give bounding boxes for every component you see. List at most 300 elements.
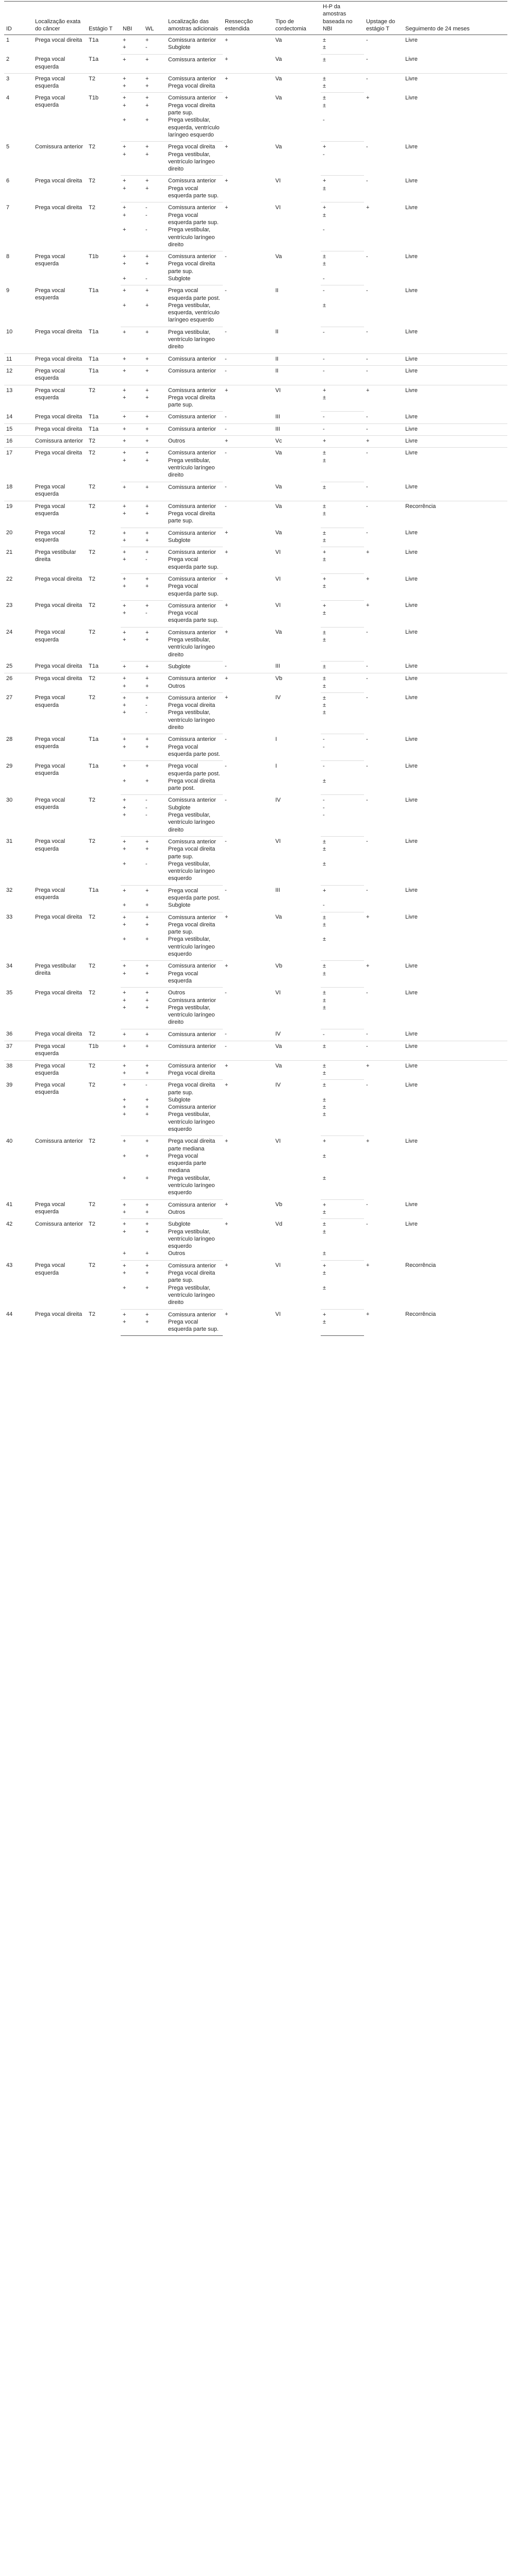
extended-resection: + (225, 177, 228, 184)
sample-location: Comissura anterior (168, 1311, 216, 1318)
sample-location: Comissura anterior (168, 387, 216, 394)
wl-value: + (143, 394, 166, 412)
t-stage: T2 (87, 1029, 121, 1041)
nbi-value: + (121, 44, 143, 54)
header-hp-nbi: H-P da amostras baseada no NBI (321, 2, 364, 35)
nbi-value: + (123, 1201, 126, 1208)
extended-resection: + (225, 37, 228, 44)
wl-value: + (143, 365, 166, 385)
extended-resection: - (225, 736, 227, 742)
wl-value: + (143, 1175, 166, 1199)
followup-status: Livre (403, 1029, 507, 1041)
hp-result: - (323, 287, 325, 294)
extended-resection: - (223, 365, 273, 385)
hp-result: ± (323, 1096, 326, 1103)
wl-value: - (143, 811, 166, 836)
sample-location: Comissura anterior (166, 54, 223, 73)
cordectomy-type: Va (275, 143, 282, 150)
wl-value: + (145, 1228, 149, 1235)
upstage-value: - (364, 54, 403, 73)
case-id: 9 (6, 287, 10, 294)
t-stage: T1a (89, 887, 98, 894)
hp-result: ± (321, 482, 364, 501)
nbi-value: + (121, 1284, 143, 1309)
wl-value: + (143, 1029, 166, 1041)
upstage-value: + (366, 1262, 370, 1269)
extended-resection: + (225, 694, 228, 701)
wl-value: + (145, 1201, 149, 1208)
nbi-value: + (121, 1070, 143, 1080)
cordectomy-type: II (273, 353, 321, 365)
wl-value: + (145, 1062, 149, 1069)
case-id: 18 (4, 482, 33, 501)
sample-location: Comissura anterior (168, 37, 216, 44)
hp-result: + (323, 1311, 326, 1318)
upstage-value: - (364, 482, 403, 501)
wl-value: + (143, 777, 166, 795)
upstage-value: - (366, 629, 368, 636)
extended-resection: + (225, 1201, 228, 1208)
hp-result: ± (323, 253, 326, 260)
nbi-value: + (123, 178, 126, 184)
nbi-value: + (123, 694, 126, 701)
followup-status: Livre (405, 989, 418, 996)
t-stage: T2 (89, 694, 95, 701)
sample-location: Prega vocal esquerda parte sup. (168, 212, 219, 226)
hp-result: - (321, 902, 364, 912)
followup-status: Livre (405, 530, 418, 536)
hp-result: ± (321, 556, 364, 573)
hp-result: ± (321, 970, 364, 988)
followup-status: Livre (405, 177, 418, 184)
sample-location: Prega vestibular, ventrículo laríngeo direito (166, 151, 223, 176)
wl-value: + (145, 75, 149, 82)
wl-value: + (145, 736, 149, 743)
hp-result: + (323, 549, 326, 556)
nbi-value: + (123, 253, 126, 260)
nbi-value: + (121, 302, 143, 327)
t-stage: T2 (89, 1081, 95, 1088)
cancer-location: Prega vocal direita (33, 353, 87, 365)
extended-resection: - (225, 796, 227, 803)
hp-result: - (321, 353, 364, 365)
nbi-value: + (123, 95, 126, 101)
wl-value: + (145, 576, 149, 582)
hp-result: ± (321, 636, 364, 661)
upstage-value: + (366, 1311, 370, 1318)
sample-location: Prega vestibular, ventrículo laríngeo esquerdo (166, 860, 223, 885)
nbi-value: + (123, 914, 126, 921)
hp-result: ± (321, 1111, 364, 1136)
table-row (4, 1309, 507, 1318)
extended-resection: + (225, 629, 228, 636)
hp-result: + (323, 1262, 326, 1269)
cordectomy-type: Va (273, 54, 321, 73)
sample-location: Comissura anterior (168, 530, 216, 536)
nbi-value: + (121, 970, 143, 988)
hp-result: ± (323, 1153, 326, 1159)
upstage-value: + (366, 575, 370, 582)
extended-resection: + (225, 1221, 228, 1227)
wl-value: + (143, 583, 166, 600)
table-row (4, 692, 507, 702)
nbi-value: + (121, 683, 143, 693)
upstage-value: - (366, 143, 368, 150)
cancer-location: Prega vocal esquerda (35, 253, 65, 267)
table-row (4, 501, 507, 510)
hp-result: ± (323, 37, 326, 44)
upstage-value: - (366, 530, 368, 536)
sample-location: Prega vestibular, ventrículo laríngeo direito (166, 1004, 223, 1029)
hp-result: - (321, 327, 364, 353)
upstage-value: - (366, 694, 368, 701)
t-stage: T2 (89, 1062, 95, 1069)
case-id: 21 (6, 549, 13, 555)
sample-location: Subglote (166, 902, 223, 912)
case-id: 19 (6, 503, 13, 510)
case-id: 23 (6, 602, 13, 609)
sample-location: Prega vocal direita parte mediana (168, 1138, 216, 1152)
sample-location: Prega vocal esquerda parte mediana (168, 1153, 206, 1174)
nbi-value: + (123, 1096, 126, 1103)
sample-location: Comissura anterior (168, 838, 216, 845)
wl-value: + (145, 1096, 149, 1103)
cordectomy-type: VI (275, 602, 281, 609)
table-row (4, 988, 507, 997)
sample-location: Comissura anterior (166, 423, 223, 435)
table-header (4, 2, 507, 35)
hp-result: - (321, 423, 364, 435)
cordectomy-type: Vb (275, 1201, 283, 1208)
sample-location: Prega vocal direita parte sup. (168, 921, 216, 936)
cordectomy-type: Vd (275, 1221, 283, 1227)
extended-resection: - (223, 482, 273, 501)
nbi-value: + (121, 1041, 143, 1061)
wl-value: + (143, 436, 166, 448)
cancer-location: Prega vocal direita (33, 412, 87, 423)
cordectomy-type: VI (275, 549, 281, 555)
cancer-location: Prega vocal direita (33, 661, 87, 673)
extended-resection: - (225, 838, 227, 845)
hp-result: + (323, 602, 326, 609)
sample-location: Prega vocal direita parte sup. (166, 394, 223, 412)
wl-value: + (145, 887, 149, 894)
case-id: 37 (4, 1041, 33, 1061)
followup-status: Recorrência (405, 1311, 436, 1318)
wl-value: + (143, 1070, 166, 1080)
cordectomy-type: IV (275, 796, 281, 803)
header-id: ID (4, 2, 33, 35)
cordectomy-type: VI (275, 387, 281, 394)
sample-location: Prega vocal esquerda parte sup. (166, 583, 223, 600)
sample-location: Comissura anterior (168, 450, 216, 456)
nbi-value: + (121, 709, 143, 734)
t-stage: T2 (89, 1311, 95, 1318)
upstage-value: - (364, 353, 403, 365)
sample-location: Prega vocal esquerda parte post. (166, 743, 223, 761)
wl-value: + (143, 902, 166, 912)
followup-status: Livre (405, 1062, 418, 1069)
sample-location: Comissura anterior (168, 675, 216, 682)
sample-location: Prega vocal esquerda parte sup. (166, 1318, 223, 1336)
hp-result: ± (323, 990, 326, 996)
case-id: 1 (6, 37, 10, 44)
wl-value: + (143, 1318, 166, 1336)
hp-result: ± (321, 936, 364, 960)
case-id: 44 (6, 1311, 13, 1318)
wl-value: - (143, 860, 166, 885)
upstage-value: - (366, 736, 368, 742)
case-id: 5 (6, 143, 10, 150)
cancer-location: Prega vocal esquerda (35, 287, 65, 301)
t-stage: T2 (89, 177, 95, 184)
header-extended-resection: Ressecção estendida (223, 2, 273, 35)
header-wl: WL (143, 2, 166, 35)
t-stage: T2 (89, 143, 95, 150)
wl-value: + (145, 261, 149, 267)
cordectomy-type: II (273, 327, 321, 353)
upstage-value: - (366, 1201, 368, 1208)
case-id: 41 (6, 1201, 13, 1208)
wl-value: - (145, 797, 147, 804)
cordectomy-type: Va (275, 914, 282, 921)
cordectomy-type: Va (275, 530, 282, 536)
case-id: 2 (4, 54, 33, 73)
followup-status: Livre (405, 204, 418, 211)
sample-location: Subglote (166, 44, 223, 54)
sample-location: Comissura anterior (168, 1262, 216, 1269)
cancer-location: Prega vocal direita (35, 989, 82, 996)
upstage-value: + (366, 962, 370, 969)
nbi-value: + (121, 365, 143, 385)
cordectomy-type: Vc (273, 436, 321, 448)
t-stage: T2 (89, 575, 95, 582)
nbi-value: + (121, 394, 143, 412)
sample-location: Prega vocal esquerda parte post. (168, 763, 220, 777)
cancer-location: Prega vocal esquerda (35, 629, 65, 643)
cordectomy-type: Va (275, 1062, 282, 1069)
hp-result: ± (321, 661, 364, 673)
cancer-location: Prega vocal esquerda (35, 887, 65, 901)
followup-status: Livre (405, 387, 418, 394)
hp-result: ± (323, 838, 326, 845)
hp-result: ± (321, 54, 364, 73)
extended-resection: + (225, 94, 228, 101)
wl-value: + (143, 302, 166, 327)
case-id: 32 (6, 887, 13, 894)
wl-value: + (145, 997, 149, 1004)
hp-result: ± (321, 683, 364, 693)
header-followup: Seguimento de 24 meses (403, 2, 507, 35)
extended-resection: + (225, 914, 228, 921)
followup-status: Livre (403, 412, 507, 423)
cancer-location: Prega vocal esquerda (35, 1201, 65, 1215)
nbi-value: + (121, 412, 143, 423)
sample-location: Prega vocal direita (166, 82, 223, 93)
followup-status: Livre (405, 37, 418, 44)
nbi-value: + (123, 921, 126, 928)
nbi-value: + (123, 205, 126, 211)
sample-location: Comissura anterior (168, 797, 216, 804)
followup-status: Livre (405, 602, 418, 609)
hp-result: ± (323, 1104, 326, 1111)
wl-value: + (143, 1284, 166, 1309)
table-row (4, 412, 507, 423)
hp-result: ± (321, 510, 364, 528)
sample-location: Comissura anterior (168, 1062, 216, 1069)
sample-location: Prega vestibular, ventrículo laríngeo direito (166, 811, 223, 836)
followup-status: Livre (405, 838, 418, 845)
nbi-value: + (121, 1209, 143, 1219)
cordectomy-type: Va (275, 37, 282, 44)
t-stage: T1a (89, 762, 98, 769)
wl-value: - (143, 709, 166, 734)
extended-resection: + (225, 204, 228, 211)
nbi-value: + (123, 212, 126, 218)
cordectomy-type: Va (273, 482, 321, 501)
sample-location: Prega vocal esquerda parte sup. (166, 609, 223, 627)
nbi-value: + (121, 636, 143, 661)
sample-location: Comissura anterior (168, 997, 216, 1004)
upstage-value: + (366, 94, 370, 101)
table-row (4, 912, 507, 921)
sample-location: Comissura anterior (168, 95, 216, 101)
table-row (4, 574, 507, 583)
wl-value: - (145, 702, 147, 709)
wl-value: + (145, 503, 149, 510)
table-row (4, 423, 507, 435)
sample-location: Outros (166, 1209, 223, 1219)
wl-value: + (145, 387, 149, 394)
wl-value: + (143, 54, 166, 73)
extended-resection: - (223, 1029, 273, 1041)
sample-location: Comissura anterior (168, 1201, 216, 1208)
cancer-location: Prega vocal esquerda (35, 796, 65, 811)
sample-location: Prega vocal direita (166, 1070, 223, 1080)
extended-resection: - (225, 287, 227, 294)
case-id: 4 (6, 94, 10, 101)
cancer-location: Prega vocal direita (35, 575, 82, 582)
cordectomy-type: VI (275, 1138, 281, 1144)
wl-value: + (143, 116, 166, 141)
sample-location: Subglote (168, 804, 191, 811)
case-id: 12 (4, 365, 33, 385)
nbi-value: + (123, 1104, 126, 1111)
hp-result: - (321, 412, 364, 423)
cancer-location: Prega vocal esquerda (35, 75, 65, 90)
followup-status: Livre (403, 1041, 507, 1061)
cancer-location: Comissura anterior (35, 1221, 83, 1227)
nbi-value: + (123, 675, 126, 682)
hp-result: ± (321, 1070, 364, 1080)
nbi-value: + (123, 887, 126, 894)
nbi-value: + (121, 556, 143, 573)
sample-location: Prega vocal esquerda (166, 970, 223, 988)
upstage-value: - (364, 1029, 403, 1041)
t-stage: T1a (87, 327, 121, 353)
wl-value: + (143, 327, 166, 353)
wl-value: + (143, 1209, 166, 1219)
extended-resection: - (225, 450, 227, 456)
upstage-value: + (366, 204, 370, 211)
hp-result: ± (321, 44, 364, 54)
t-stage: T2 (89, 450, 95, 456)
hp-result: - (321, 1029, 364, 1041)
case-id: 34 (6, 962, 13, 969)
cancer-location: Prega vestibular direita (35, 962, 76, 977)
sample-location: Prega vestibular, ventrículo laríngeo direito (166, 636, 223, 661)
sample-location: Prega vocal esquerda parte post. (168, 887, 220, 901)
upstage-value: - (364, 412, 403, 423)
wl-value: + (143, 423, 166, 435)
cordectomy-type: VI (275, 1311, 281, 1318)
nbi-value: + (121, 116, 143, 141)
table-row (4, 600, 507, 609)
hp-result: ± (323, 997, 326, 1004)
sample-location: Prega vestibular, ventrículo laríngeo esquerdo (166, 936, 223, 960)
cordectomy-type: VI (275, 177, 281, 184)
t-stage: T2 (89, 914, 95, 921)
followup-status: Recorrência (405, 1262, 436, 1269)
extended-resection: + (225, 602, 228, 609)
wl-value: + (143, 151, 166, 176)
followup-status: Livre (405, 675, 418, 682)
table-body (4, 35, 507, 1336)
nbi-value: + (123, 838, 126, 845)
t-stage: T1b (89, 253, 98, 260)
hp-result: ± (323, 1270, 326, 1277)
table-row (4, 1260, 507, 1269)
nbi-value: + (123, 576, 126, 582)
wl-value: + (145, 694, 149, 701)
extended-resection: - (223, 353, 273, 365)
case-id: 6 (6, 177, 10, 184)
wl-value: + (145, 963, 149, 970)
cancer-location: Prega vocal direita (35, 450, 82, 456)
nbi-value: + (121, 743, 143, 761)
header-sample-location: Localização das amostras adicionais (166, 2, 223, 35)
sample-location: Prega vocal direita parte sup. (168, 102, 216, 116)
sample-location: Comissura anterior (166, 1041, 223, 1061)
cordectomy-type: Va (275, 75, 282, 82)
followup-status: Livre (405, 762, 418, 769)
hp-result: ± (321, 709, 364, 734)
nbi-value: + (123, 503, 126, 510)
sample-location: Comissura anterior (168, 602, 216, 609)
wl-value: + (143, 412, 166, 423)
followup-status: Recorrência (405, 503, 436, 510)
case-id: 14 (4, 412, 33, 423)
table-row (4, 661, 507, 673)
wl-value: + (143, 743, 166, 761)
upstage-value: - (366, 1081, 368, 1088)
nbi-value: + (121, 327, 143, 353)
cordectomy-type: Vb (275, 962, 283, 969)
hp-result: + (323, 205, 326, 211)
t-stage: T1a (87, 353, 121, 365)
hp-result: ± (323, 846, 326, 853)
followup-status: Livre (403, 661, 507, 673)
header-location: Localização exata do câncer (33, 2, 87, 35)
extended-resection: + (225, 530, 228, 536)
table-row (4, 547, 507, 556)
cordectomy-type: VI (275, 1262, 281, 1269)
wl-value: + (145, 1138, 149, 1145)
hp-result: + (323, 387, 326, 394)
sample-location: Prega vocal direita parte sup. (168, 261, 216, 275)
table-row (4, 353, 507, 365)
sample-location: Prega vocal direita parte sup. (168, 846, 216, 860)
